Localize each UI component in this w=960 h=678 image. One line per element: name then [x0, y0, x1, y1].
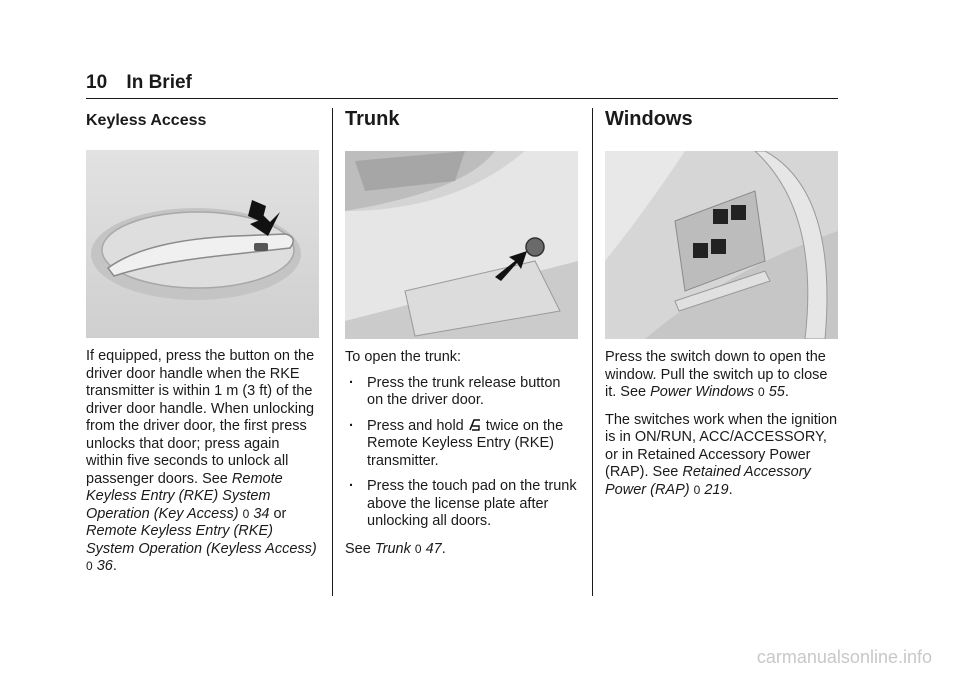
page-ref-36[interactable]: 36: [96, 558, 113, 574]
page-ref-symbol: 0: [86, 559, 93, 573]
list-item: [345, 418, 579, 471]
link-rke-keyless-access[interactable]: Remote Keyless Entry (RKE) System Operation (Keyless Access): [86, 523, 317, 557]
door-handle-illustration: [86, 150, 319, 338]
windows-body-2: [605, 412, 839, 500]
watermark: carmanualsonline.info: [756, 647, 932, 667]
keyless-access-column: [86, 108, 320, 576]
window-switches-illustration: [605, 151, 838, 339]
trunk-release-icon: [468, 418, 482, 432]
period: .: [441, 540, 446, 557]
section-title: In Brief: [126, 72, 192, 93]
windows-body-text: Press the switch down to open the window. Pull the switch up to close it. See: [605, 349, 828, 400]
page-header: [86, 72, 192, 94]
trunk-column: [345, 108, 579, 558]
column-divider: [332, 108, 333, 596]
keyless-access-body: [86, 348, 320, 576]
windows-body-text: The switches work when the ignition is in ON/RUN, ACC/ACCESSORY, or in Retained Accessory Power (RAP). See: [605, 411, 838, 480]
trunk-intro: To open the trunk:: [345, 349, 462, 365]
list-item: . Press the trunk release button on the driver door.: [345, 375, 579, 410]
page-number: 10: [86, 72, 108, 93]
windows-heading: Windows: [605, 108, 693, 130]
header-rule: [86, 98, 838, 99]
page-ref-symbol: 0: [242, 506, 250, 521]
period: .: [784, 384, 789, 400]
page-ref-34[interactable]: 34: [253, 505, 270, 522]
or-text: or: [269, 505, 287, 522]
list-item-text: twice on the Remote Keyless Entry (RKE) transmitter.: [367, 417, 564, 469]
page-ref-219[interactable]: 219: [704, 481, 729, 498]
windows-column: [605, 108, 839, 499]
trunk-release-illustration: [345, 151, 578, 339]
keyless-access-heading: Keyless Access: [86, 112, 207, 129]
link-trunk[interactable]: Trunk: [374, 540, 411, 557]
windows-body-1: [605, 349, 839, 402]
page-ref-55[interactable]: 55: [768, 384, 785, 400]
trunk-see-also: [345, 541, 579, 559]
link-power-windows[interactable]: Power Windows: [650, 384, 754, 400]
page-ref-symbol: 0: [758, 385, 765, 399]
link-rap[interactable]: Retained Accessory Power (RAP): [605, 464, 811, 498]
column-divider: [592, 108, 593, 596]
list-item-text: Press and hold: [367, 417, 468, 434]
page-ref-symbol: 0: [414, 541, 422, 556]
page-ref-symbol: 0: [693, 482, 701, 497]
trunk-steps-list: [345, 375, 579, 531]
see-text: See: [345, 540, 375, 557]
trunk-heading: Trunk: [345, 108, 400, 130]
list-item: . Press the touch pad on the trunk above the license plate after unlocking all doors.: [345, 478, 579, 531]
page-ref-47[interactable]: 47: [425, 540, 442, 557]
link-rke-key-access[interactable]: Remote Keyless Entry (RKE) System Operation (Key Access): [86, 470, 283, 522]
period: .: [728, 481, 733, 498]
keyless-body-text: If equipped, press the button on the driver door handle when the RKE transmitter is within 1 m (3 ft) of the driver door handle. When unlocking from the driver door, the first press unlocks that door; press again within five seconds to unlock all passenger doors. See: [86, 348, 315, 487]
period: .: [112, 558, 117, 574]
